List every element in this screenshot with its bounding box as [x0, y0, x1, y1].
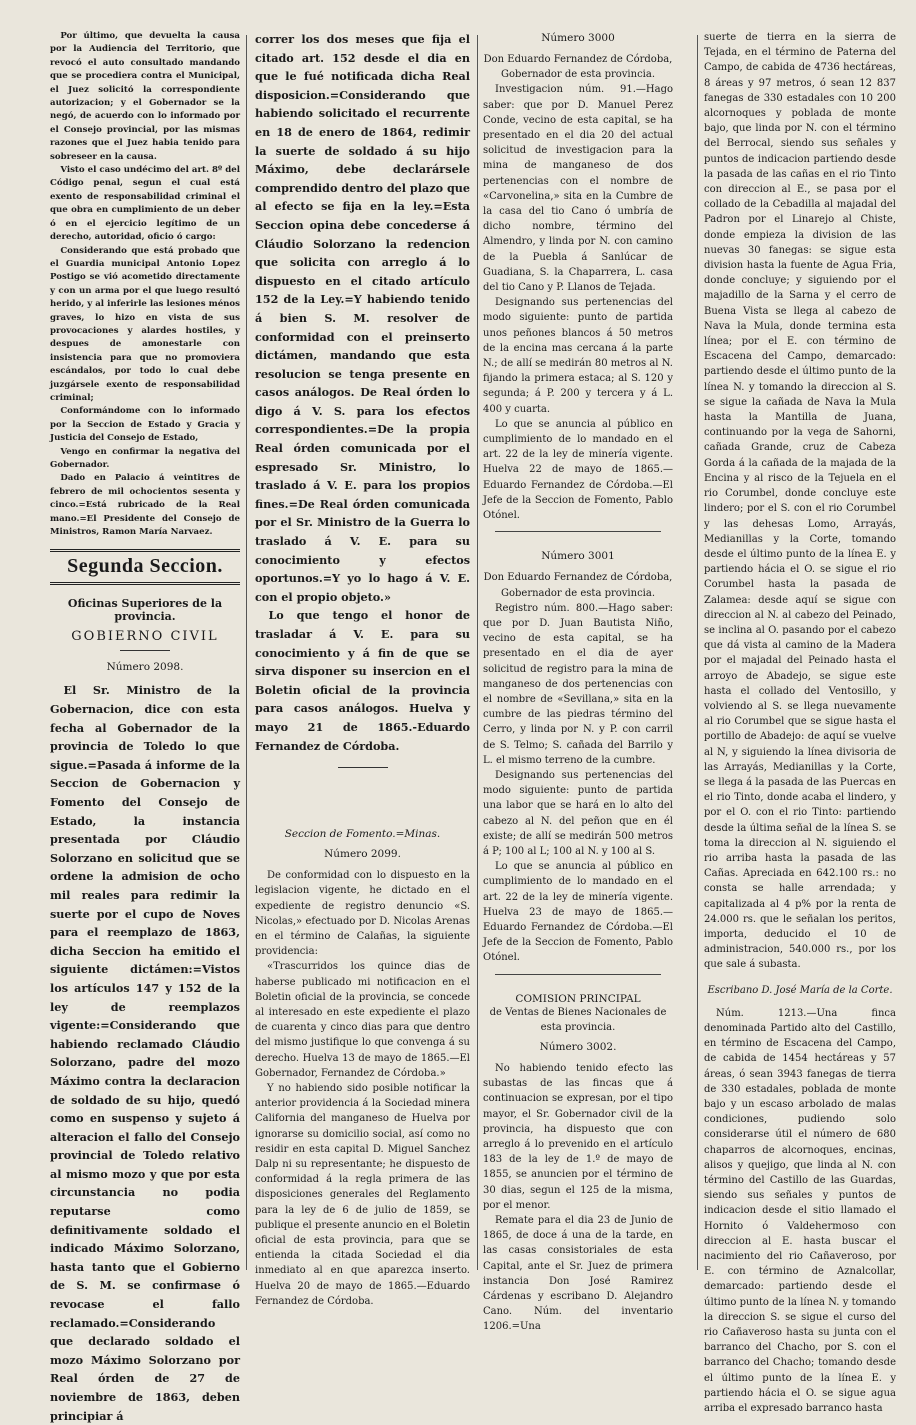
column-3	[483, 30, 673, 1333]
paragraph: Vengo en confirmar la negativa del Gobernador.	[50, 446, 240, 470]
paragraph: De conformidad con lo dispuesto en la legislacion vigente, he dictado en el expediente de registro denuncio «S. Nicolas,» efectuado por D. Nicolas Arenas en el término de Calañas, la siguiente providencia:	[255, 870, 470, 958]
author-line: Don Eduardo Fernandez de Córdoba, Gobernador de esta provincia.	[483, 54, 673, 81]
paragraph: suerte de tierra en la sierra de Tejada, en el término de Paterna del Campo, de cabida de 4736 hectáreas, 8 áreas y 97 metros, ó sean 12 837 fanegas de 330 estadales con 10 200 alcornoques y poblada de monte bajo, que linda por N. con el término del Berrocal, siendo sus señales y puntos de indicacion partiendo desde la pasada de las cañas en el rio Tinto con direccion al E., se pasa por el collado de la Cebadilla al majadal del Padron por el Linarejo al Chiste, donde empieza la division de las nuevas 30 fanegas: se sigue esta division hasta la fuente de Agua Fria, donde concluye; y siguiendo por el majadillo de la Sarna y el cerro de Buena Vista se llega al cabezo de Nava la Mula, donde termina esta línea; por el E. con término de Escacena del Campo, demarcado: partiendo desde el último punto de la línea N. y tomando la direccion al S. se sigue la cañada de Nava la Mula hasta la Mantilla de Juana, continuando por la vega de Sahorni, cañada Grande, cruz de Cabeza Gorda á la cañada de la majada de la Encina y al risco de la Tejuela en el rio Corumbel, donde concluye este lindero; por el S. con el rio Corumbel y las dehesas Lomo, Arrayás, Medianillas y la Corte, tomando desde el último punto de la línea E. y partiendo hácia el O. se sigue el rio Corumbel hasta la pasada de Zalamea: desde aquí se sigue con direccion al N. al cabezo del Peinado, se inclina al O. pasando por el cabezo que dá vista al camino de la Madera por el majadal del Peinado hasta el arroyo de Abadejo, se sigue este hasta el collado del Ventosillo, y volviendo al S. se llega nuevamente al rio Corumbel que se sigue hasta el portillo de Abadejo: de aquí se vuelve al N, y siguiendo la línea divisoria de las Arrayás, Medianillas y la Corte, se llega á la pasada de las Puercas en el rio Tinto, donde acaba el lindero, y por el O. con el rio Tinto: partiendo desde la última señal de la línea S. se toma la direccion al N. siguiendo el rio arriba hasta la pasada de las Cañas. Apreciada en 642.100 rs.: no consta se halle arrendada; y capitalizada al 4 p% por la renta de 24.000 rs. que le señalan los peritos, importa, deducido el 10 de administracion, 540.000 rs., por los que sale á subasta.	[704, 32, 896, 971]
section-heading: GOBIERNO CIVIL	[71, 629, 219, 645]
paragraph: Lo que se anuncia al público en cumplimiento de lo mandado en el art. 22 de la ley de minería vigente. Huelva 23 de mayo de 1865.—Eduardo Fernandez de Córdoba.—El Jefe de la Seccion de Fomento, Pablo Otónel.	[483, 861, 673, 964]
paragraph: Designando sus pertenencias del modo siguiente: punto de partida una labor que se hará en lo alto del cabezo al N. del peñon que en él existe; de allí se medirán 500 metros á P; 100 al L; 100 al N. y 100 al S.	[483, 769, 673, 857]
section-title: Segunda Seccion.	[50, 549, 240, 585]
section-heading: COMISION PRINCIPAL	[515, 992, 641, 1005]
paragraph: Investigacion núm. 91.—Hago saber: que por D. Manuel Perez Conde, vecino de esta capital, se ha presentado en el dia 20 del actual solicitud de investigacion para la mina de manganeso de dos pertenencias con el nombre de «Carvonelina,» sita en la Cumbre de la casa del tio Cano ó umbría de dicho nombre, término del Almendro, y linda por N. con camino de la Puebla á Sanlúcar de Guadiana, S. la Chaparrera, L. casa del tio Cano y P. Llanos de Tejada.	[483, 84, 673, 294]
paragraph: Núm. 1213.—Una finca denominada Partido alto del Castillo, en término de Escacena del Campo, de cabida de 1454 hectáreas y 57 áreas, ó sean 3943 fanegas de tierra de 330 estadales, poblada de monte bajo y un escaso arbolado de malas condiciones, pudiendo solo considerarse útil el número de 680 chaparros de alcornoques, encinas, alisos y quejigo, que linda al N. con término del Castillo de las Guardas, siendo sus señales y puntos de indicacion desde el sitio llamado el Hornito ó Valdehermoso con direccion al E. hasta buscar el nacimiento del rio Cañaveroso, por E. con término de Aznalcollar, demarcado: partiendo desde el último punto de la línea N. y tomando la direccion S. se sigue el curso del rio Cañaveroso hasta su junta con el barranco del Chacho, por S. con el barranco del Chacho; tomando desde el último punto de la línea E. y partiendo hácia el O. se sigue agua arriba el expresado barranco hasta	[704, 1007, 896, 1415]
section-heading: Seccion de Fomento.=Minas.	[284, 828, 441, 841]
author-line: Escribano D. José María de la Corte.	[707, 984, 893, 996]
number-heading: Número 3000	[541, 32, 615, 44]
paragraph: Visto el caso undécimo del art. 8º del Código penal, segun el cual está exento de responsabilidad criminal el que obra en cumplimiento de un deber ó en el ejercicio legítimo de un derecho, autoridad, oficio ó cargo:	[50, 165, 240, 243]
author-line: Don Eduardo Fernandez de Córdoba, Gobernador de esta provincia.	[483, 572, 673, 599]
paragraph: Dado en Palacio á veintitres de febrero de mil ochocientos sesenta y cinco.=Está rubricado de la Real mano.=El Presidente del Consejo de Ministros, Ramon María Narvaez.	[50, 473, 240, 538]
section-subtitle: de Ventas de Bienes Nacionales de esta provincia.	[489, 1006, 667, 1033]
paragraph: Y no habiendo sido posible notificar la anterior providencia á la Sociedad minera California del manganeso de Huelva por ignorarse su domicilio social, así como no residir en esta capital D. Miguel Sanchez Dalp ni su representante; he dispuesto de conformidad á la regla primera de las disposiciones generales del Reglamento para la ley de 6 de julio de 1859, se publique el presente anuncio en el Boletin oficial de esta provincia, para que se entienda la citada Sociedad el dia inmediato al en que aparezca inserto. Huelva 20 de mayo de 1865.—Eduardo Fernandez de Córdoba.	[255, 1083, 470, 1307]
paragraph: «Trascurridos los quince dias de haberse publicado mi notificacion en el Boletin oficial de la provincia, se concede al interesado en este expediente el plazo de cuarenta y cinco dias para que dentro del mismo justifique lo que convenga á su derecho. Huelva 13 de mayo de 1865.—El Gobernador, Fernandez de Córdoba.»	[255, 961, 470, 1079]
divider	[338, 767, 388, 768]
divider	[120, 650, 170, 651]
paragraph: Conformándome con lo informado por la Seccion de Estado y Gracia y Justicia del Consejo de Estado,	[50, 406, 240, 444]
column-rule	[697, 35, 698, 1270]
divider	[495, 974, 661, 975]
paragraph: Designando sus pertenencias del modo siguiente: punto de partida unos peñones blancos á 50 metros de la encina mas cercana á la parte N.; de allí se medirán 80 metros al N. fijando la primera estaca; al S. 120 y segunda; á P. 200 y tercera y á L. 400 y cuarta.	[483, 297, 673, 415]
paragraph: correr los dos meses que fija el citado art. 152 desde el dia en que le fué notificada dicha Real disposicion.=Considerando que habiendo solicitado el recurrente en 18 de enero de 1864, redimir la suerte de soldado á su hijo Máximo, debe declarársele comprendido dentro del plazo que al efecto se fija en la ley.=Esta Seccion opina debe concederse á Cláudio Solorzano la redencion que solicita con arreglo á lo dispuesto en el citado artículo 152 de la Ley.=Y habiendo tenido á bien S. M. resolver de conformidad con el preinserto dictámen, mandando que esta resolucion se tenga presente en casos análogos. De Real órden lo digo á V. S. para los efectos correspondientes.=De la propia Real órden comunicada por el espresado Sr. Ministro, lo traslado á V. E. para los propios fines.=De Real órden comunicada por el Sr. Ministro de la Guerra lo traslado á V. E. para su conocimiento y efectos oportunos.=Y yo lo hago á V. E. con el propio objeto.»	[255, 32, 471, 604]
column-2	[255, 30, 471, 1307]
paragraph: Registro núm. 800.—Hago saber: que por D. Juan Bautista Niño, vecino de esta capital, se ha presentado en el dia de ayer solicitud de registro para la mina de manganeso de dos pertenencias con el nombre de «Sevillana,» sita en la cumbre de las piedras término del Cerro, y linda por N. y P. con carril de S. Telmo; S. cañada del Barrilo y L. el mismo terreno de la cumbre.	[483, 602, 673, 766]
number-heading: Número 2098.	[106, 661, 184, 674]
number-heading: Número 2099.	[324, 848, 401, 861]
paragraph: No habiendo tenido efecto las subastas de las fincas que á continuacion se expresan, por el tipo mayor, el Sr. Gobernador civil de la provincia, ha dispuesto que con arreglo á lo prevenido en el artículo 183 de la ley de 1.º de mayo de 1855, se anuncien por el término de 30 dias, segun el 125 de la misma, por el menor.	[483, 1062, 673, 1211]
column-4	[704, 30, 896, 1415]
column-rule	[477, 35, 478, 1270]
number-heading: Número 3001	[541, 550, 615, 563]
paragraph: Lo que se anuncia al público en cumplimiento de lo mandado en el art. 22 de la ley de minería vigente. Huelva 22 de mayo de 1865.—Eduardo Fernandez de Córdoba.—El Jefe de la Seccion de Fomento, Pablo Otónel.	[483, 418, 673, 522]
column-rule	[246, 35, 247, 1270]
section-subtitle: Oficinas Superiores de la provincia.	[67, 597, 223, 624]
paragraph: Lo que tengo el honor de trasladar á V. E. para su conocimiento y á fin de que se sirva disponer su insercion en el Boletin oficial de la provincia para casos análogos. Huelva y mayo 21 de 1865.-Eduardo Fernandez de Córdoba.	[255, 608, 470, 753]
divider	[495, 531, 661, 532]
paragraph: El Sr. Ministro de la Gobernacion, dice con esta fecha al Gobernador de la provincia de Toledo lo que sigue.=Pasada á informe de la Seccion de Gobernacion y Fomento del Consejo de Estado, la instancia presentada por Cláudio Solorzano en solicitud que se ordene la admision de ocho mil reales para redimir la suerte por el cupo de Noves para el reemplazo de 1863, dicha Seccion ha emitido el siguiente dictámen:=Vistos los artículos 147 y 152 de la ley de reemplazos vigente:=Considerando que habiendo reclamado Cláudio Solorzano, padre del mozo Máximo contra la declaracion de soldado de su hijo, quedó como en suspenso y sujeto á alteracion el fallo del Consejo provincial de Toledo relativo al mismo mozo y que por esta circunstancia no podia reputarse como definitivamente soldado el indicado Máximo Solorzano, hasta tanto que el Gobierno de S. M. se confirmase ó revocase el fallo reclamado.=Considerando que declarado soldado el mozo Máximo Solorzano por Real órden de 27 de noviembre de 1863, deben principiar á	[50, 683, 240, 1423]
paragraph: Considerando que está probado que el Guardia municipal Antonio Lopez Postigo se vió acometido directamente y con un arma por el que luego resultó herido, y al inferirle las lesiones ménos graves, lo hizo en vista de sus provocaciones y alardes hostiles, y despues de amonestarle con insistencia para que no promoviera escándalos, por todo lo cual debe juzgársele exento de responsabilidad criminal;	[50, 245, 240, 403]
column-1	[50, 30, 240, 1423]
paragraph: Remate para el dia 23 de Junio de 1865, de doce á una de la tarde, en las casas consistoriales de esta Capital, ante el Sr. Juez de primera instancia Don José Ramirez Cárdenas y escribano D. Alejandro Cano. Núm. del inventario 1206.=Una	[483, 1215, 673, 1333]
paragraph: Por último, que devuelta la causa por la Audiencia del Territorio, que revocó el auto consultado mandando que se procediera contra el Municipal, el Juez solicitó la correspondiente autorizacion; y el Gobernador se la negó, de acuerdo con lo informado por el Consejo provincial, por las mismas razones que el Juez habia tenido para sobreseer en la causa.	[50, 31, 240, 162]
number-heading: Número 3002.	[539, 1040, 617, 1053]
